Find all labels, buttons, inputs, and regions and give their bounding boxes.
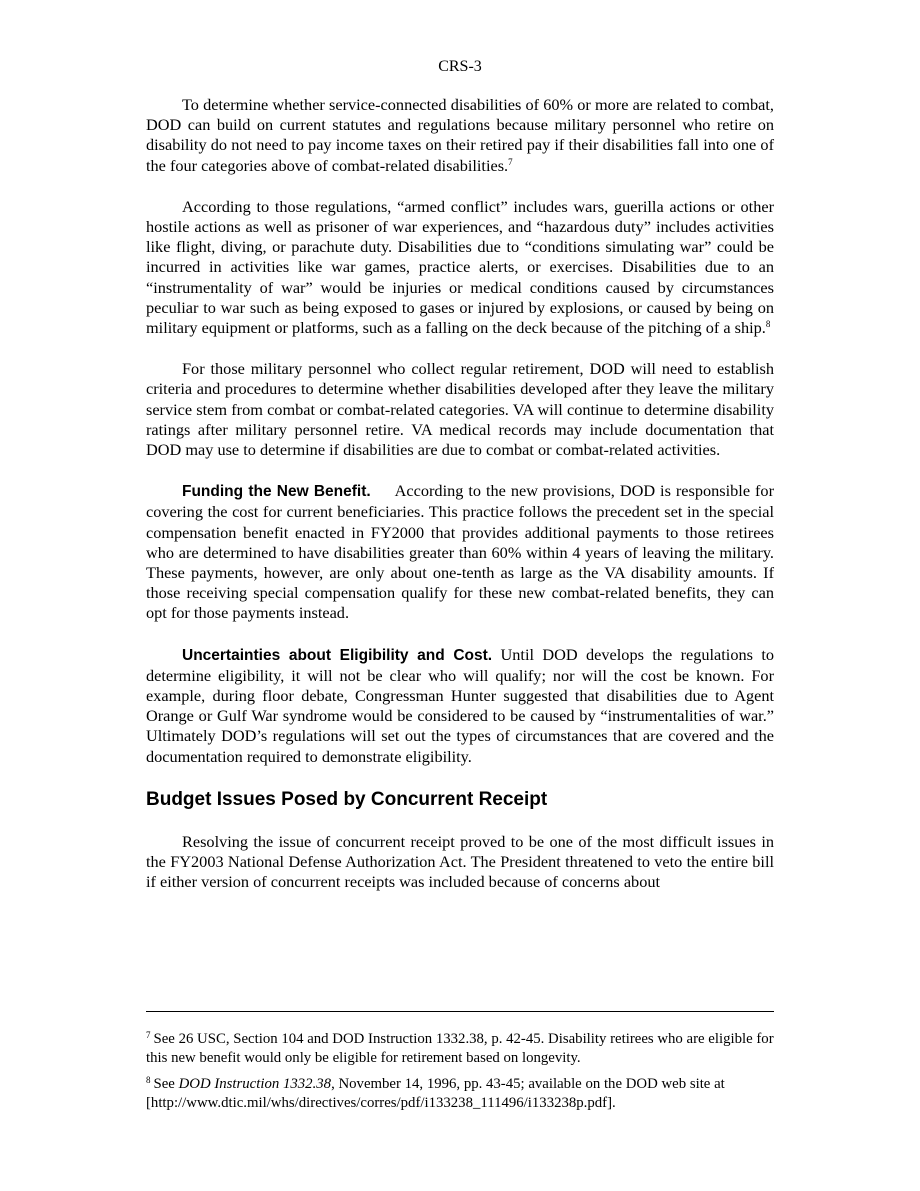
page-header-number: CRS-3: [438, 58, 482, 75]
section-heading-budget-issues: Budget Issues Posed by Concurrent Receipt: [146, 788, 548, 810]
paragraph-combat-determination: [146, 95, 774, 176]
footnote-number: 8: [146, 1075, 151, 1085]
footnote-text-before: See: [153, 1076, 179, 1092]
paragraph-text: Resolving the issue of concurrent receipt proved to be one of the most difficult issues in the FY2003 National Defense Authorization Act. The President threatened to veto the entire bill if either version of concurrent receipts was included because of concerns about: [146, 831, 774, 892]
paragraph-concurrent-receipt: [146, 832, 774, 893]
paragraph-text: For those military personnel who collect regular retirement, DOD will need to establish criteria and procedures to determine whether disabilities developed after they leave the military service stem from combat or combat-related categories. VA will continue to determine disability ratings after military personnel retire. VA medical records may include documentation that DOD may use to determine if disabilities are due to combat or combat-related activities.: [146, 359, 774, 460]
run-in-heading-uncertainties: Uncertainties about Eligibility and Cost.: [182, 646, 493, 664]
footnotes: [146, 1030, 774, 1120]
footnote-separator: [146, 1011, 774, 1012]
paragraph-text: According to the new provisions, DOD is responsible for covering the cost for current beneficiaries. This practice follows the precedent set in the special compensation benefit enacted in FY2000 that provides additional payments to those retirees who are determined to have disabilities greater than 60% within 4 years of leaving the military. These payments, however, are only about one-tenth as large as the VA disability amounts. If those receiving special compensation qualify for these new combat-related benefits, they can opt for those payments instead.: [146, 481, 774, 623]
footnote-text: See 26 USC, Section 104 and DOD Instruction 1332.38, p. 42-45. Disability retirees who are eligible for this new benefit would only be eligible for retirement based on longevity.: [146, 1031, 774, 1066]
paragraph-text: Until DOD develops the regulations to determine eligibility, it will not be clear who will qualify; nor will the cost be known. For example, during floor debate, Congressman Hunter suggested that disabilities due to Agent Orange or Gulf War syndrome would be considered to be caused by “instrumentalities of war.” Ultimately DOD’s regulations will set out the types of circumstances that are covered and the documentation required to demonstrate eligibility.: [146, 644, 774, 766]
footnote-number: 7: [146, 1030, 151, 1040]
footnote-cited-title: DOD Instruction 1332.38: [178, 1076, 332, 1092]
paragraph-uncertainties: [146, 645, 774, 767]
paragraph-text: According to those regulations, “armed conflict” includes wars, guerilla actions or other hostile actions as well as prisoner of war experiences, and “hazardous duty” includes activities like flight, diving, or parachute duty. Disabilities due to “conditions simulating war” could be incurred in activities like war games, practice alerts, or exercises. Disabilities due to an “instrumentality of war” would be injuries or medical conditions caused by circumstances peculiar to war such as being exposed to gases or injured by explosions, or caused by being on military equipment or platforms, such as a falling on the deck because of the pitching of a ship.: [146, 196, 774, 338]
footnote-text-after: , November 14, 1996, pp. 43-45; available on the DOD web site at [http://www.dtic.mil/whs/directives/corres/pdf/i133238_111496/i133238p.pdf].: [146, 1076, 725, 1111]
run-in-heading-funding: Funding the New Benefit.: [182, 483, 371, 501]
paragraph-text: To determine whether service-connected disabilities of 60% or more are related to combat, DOD can build on current statutes and regulations because military personnel who retire on disability do not need to pay income taxes on their retired pay if their disabilities fall into one of the four categories above of combat-related disabilities.: [146, 95, 774, 175]
paragraph-funding: [146, 481, 774, 623]
footnote-reference-8[interactable]: 8: [765, 319, 771, 330]
footnote-reference-7[interactable]: 7: [508, 156, 513, 167]
footnote-8: [146, 1075, 774, 1112]
body-text: [146, 95, 774, 914]
footnote-7: [146, 1030, 774, 1067]
paragraph-regular-retirement: [146, 359, 774, 460]
paragraph-regulations-definitions: [146, 197, 774, 338]
